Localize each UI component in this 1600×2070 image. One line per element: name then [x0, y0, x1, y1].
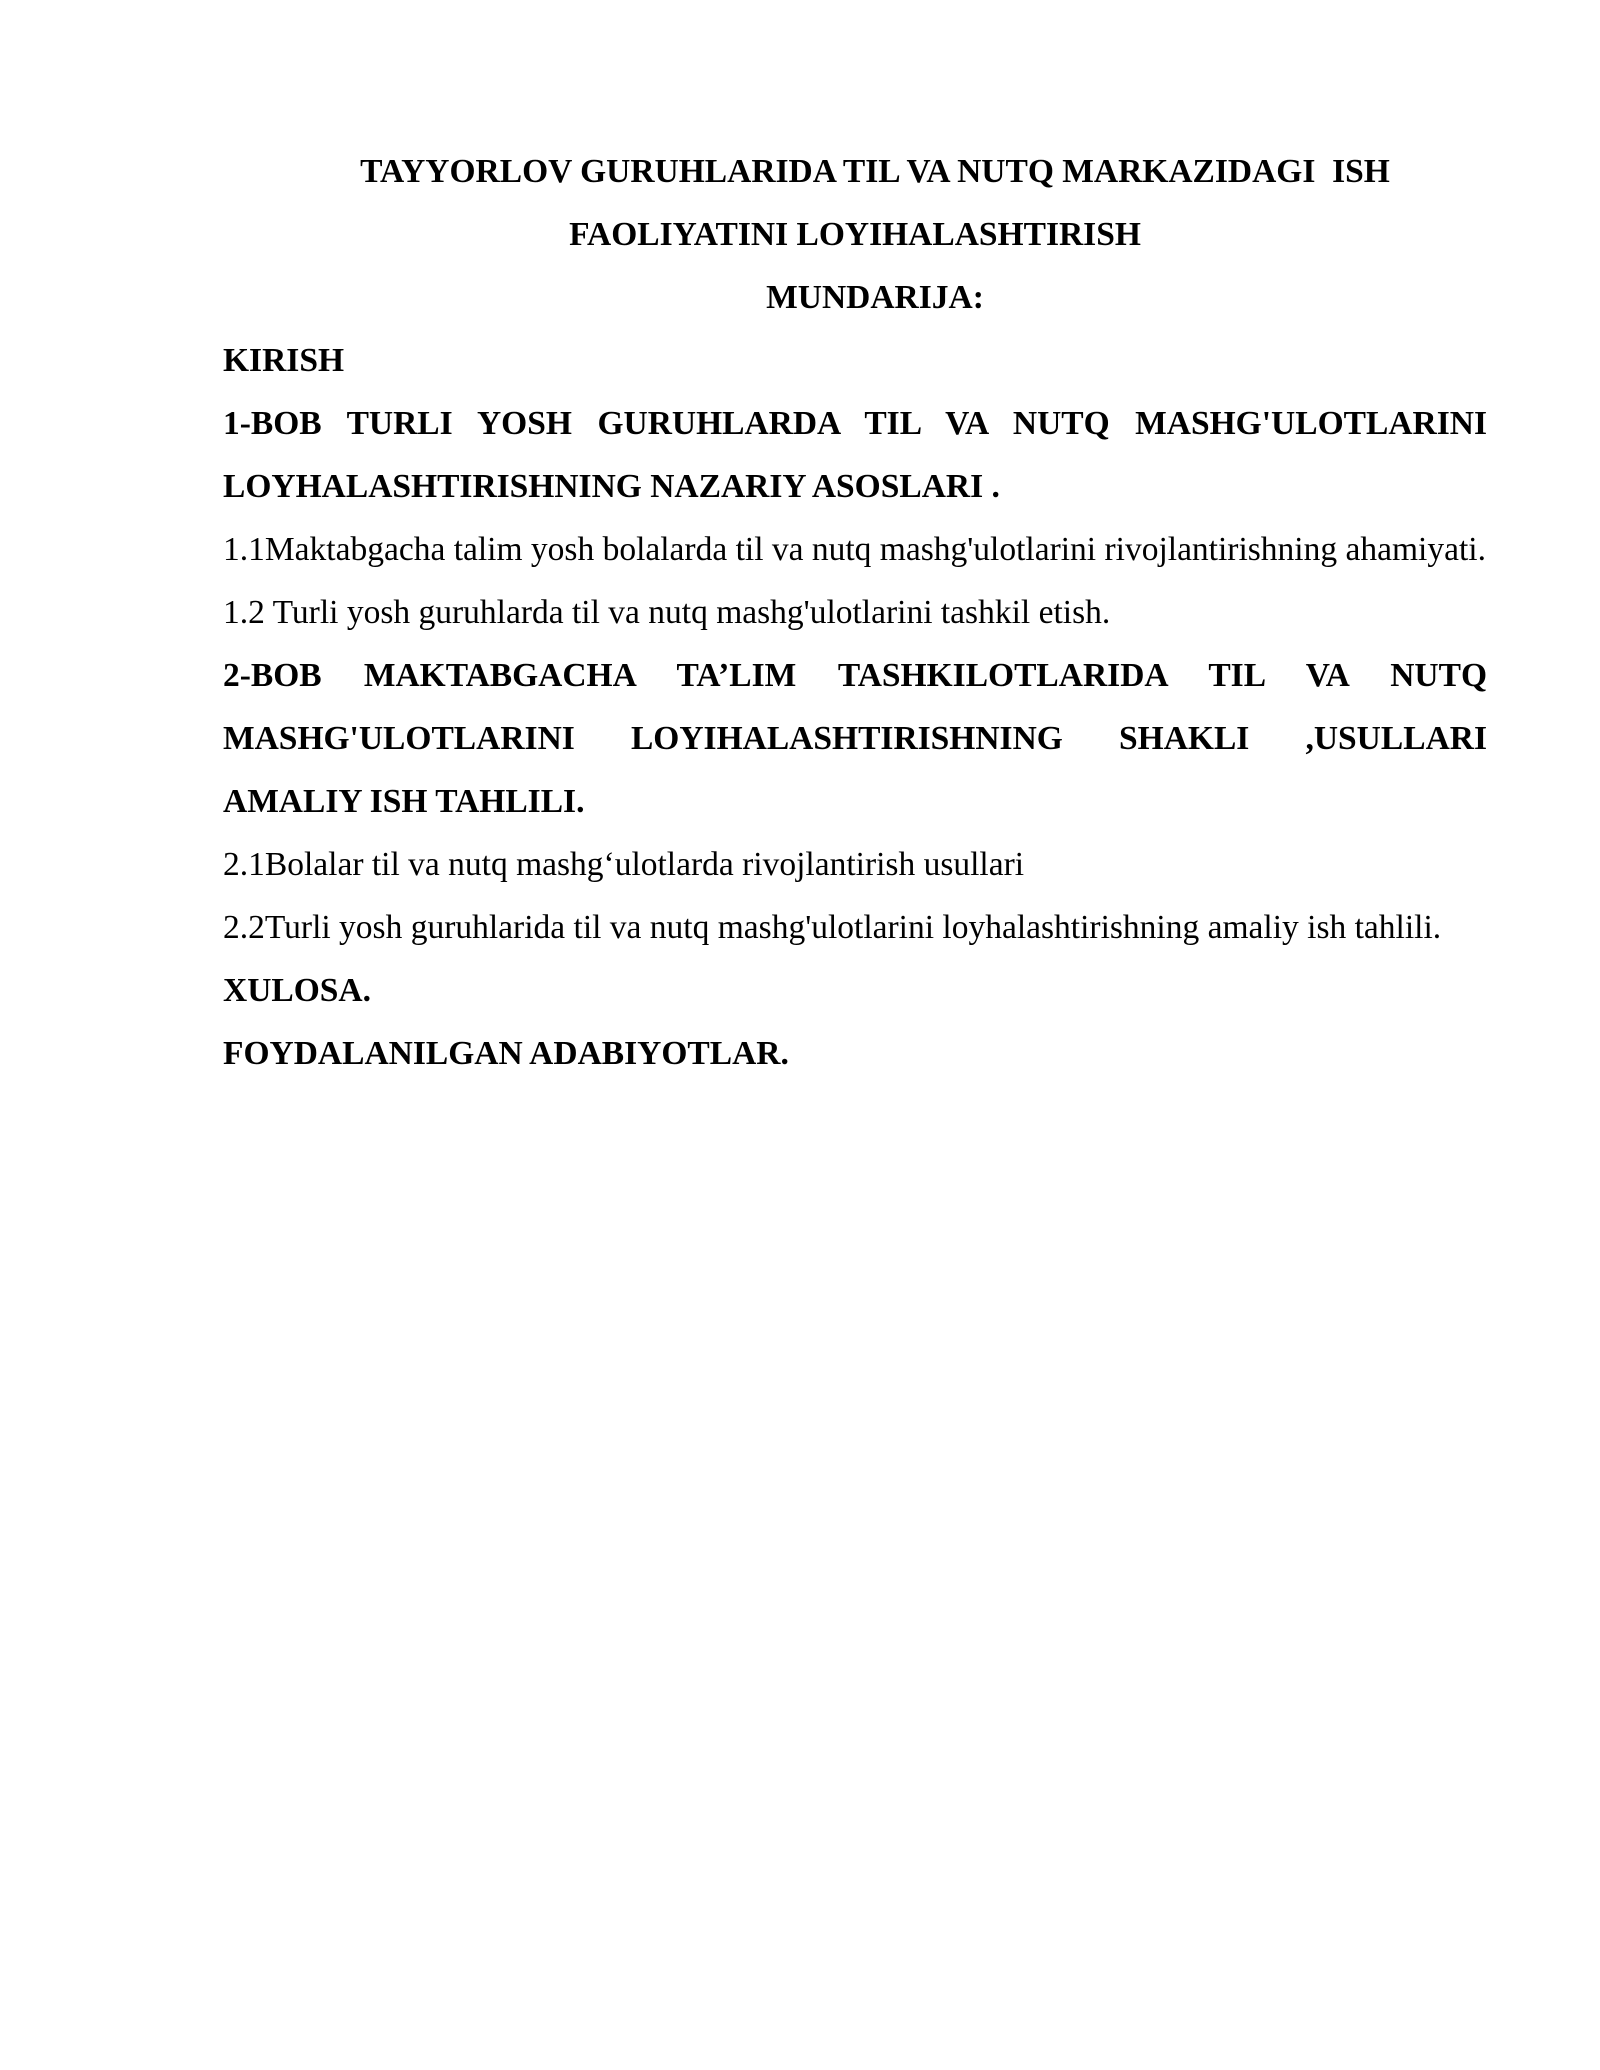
toc-item-section-1-1: 1.1Maktabgacha talim yosh bolalarda til va nutq mashg'ulotlarini rivojlantirishning ahamiyati.	[223, 531, 1486, 568]
toc-item-section-2-1: 2.1Bolalar til va nutq mashg‘ulotlarda rivojlantirish usullari	[223, 846, 1025, 883]
toc-item-chapter-2: 2-BOB MAKTABGACHA TA’LIM TASHKILOTLARIDA TIL VA NUTQ MASHG'ULOTLARINI LOYIHALASHTIRISHNING SHAKLI ,USULLARI AMALIY ISH TAHLILI.	[223, 657, 1487, 820]
toc-item-introduction: KIRISH	[223, 342, 345, 379]
document-content	[223, 140, 1487, 1085]
toc-item-chapter-1: 1-BOB TURLI YOSH GURUHLARDA TIL VA NUTQ MASHG'ULOTLARINI LOYHALASHTIRISHNING NAZARIY ASOSLARI .	[223, 405, 1487, 505]
toc-item-references: FOYDALANILGAN ADABIYOTLAR.	[223, 1035, 789, 1072]
document-title-line-2: FAOLIYATINI LOYIHALASHTIRISH	[569, 216, 1141, 253]
toc-item-section-2-2: 2.2Turli yosh guruhlarida til va nutq mashg'ulotlarini loyhalashtirishning amaliy ish tahlili.	[223, 909, 1442, 946]
toc-item-section-1-2: 1.2 Turli yosh guruhlarda til va nutq mashg'ulotlarini tashkil etish.	[223, 594, 1111, 631]
toc-item-conclusion: XULOSA.	[223, 972, 371, 1009]
contents-heading: MUNDARIJA:	[766, 279, 984, 316]
document-title-line-1: TAYYORLOV GURUHLARIDA TIL VA NUTQ MARKAZIDAGI ISH	[360, 153, 1390, 190]
